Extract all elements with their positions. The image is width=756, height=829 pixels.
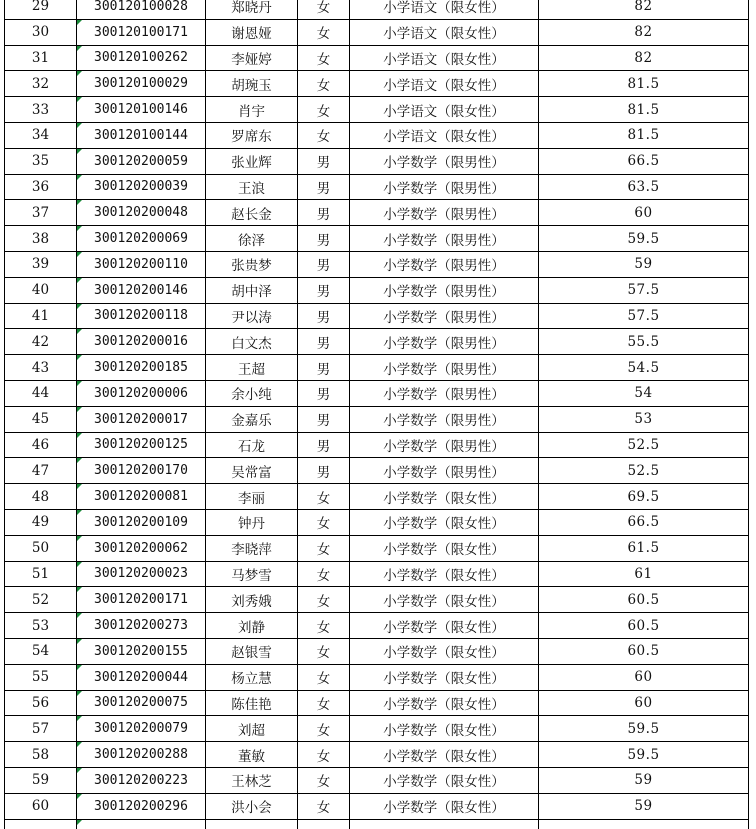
candidate-id-cell[interactable]: 300120200016 xyxy=(77,329,206,355)
score-cell[interactable]: 63.5 xyxy=(539,174,749,200)
score-cell[interactable]: 59 xyxy=(539,793,749,819)
score-cell[interactable]: 60 xyxy=(539,690,749,716)
row-number-cell[interactable]: 37 xyxy=(5,200,77,226)
row-number-cell[interactable]: 32 xyxy=(5,71,77,97)
candidate-name-cell[interactable]: 李晓萍 xyxy=(206,535,298,561)
row-number-cell[interactable]: 60 xyxy=(5,793,77,819)
table-row xyxy=(5,0,749,19)
score-cell[interactable]: 60.5 xyxy=(539,613,749,639)
score-cell[interactable]: 66.5 xyxy=(539,148,749,174)
candidate-id-cell[interactable]: 300120200059 xyxy=(77,148,206,174)
gender-cell[interactable]: 女 xyxy=(298,716,350,742)
score-cell[interactable]: 61.5 xyxy=(539,535,749,561)
gender-cell[interactable]: 女 xyxy=(298,97,350,123)
table-row xyxy=(5,97,749,123)
table-row xyxy=(5,535,749,561)
gender-cell[interactable]: 男 xyxy=(298,251,350,277)
table-row xyxy=(5,380,749,406)
score-cell[interactable]: 54 xyxy=(539,380,749,406)
candidate-name-cell[interactable]: 刘秀娥 xyxy=(206,587,298,613)
table-row xyxy=(5,277,749,303)
score-cell[interactable]: 54.5 xyxy=(539,355,749,381)
subject-cell[interactable]: 小学数学（限男性） xyxy=(350,406,539,432)
candidate-name-cell[interactable]: 谢恩娅 xyxy=(206,19,298,45)
subject-cell[interactable]: 小学数学（限女性） xyxy=(350,535,539,561)
score-cell[interactable] xyxy=(539,819,749,829)
score-cell[interactable]: 69.5 xyxy=(539,484,749,510)
candidate-id-cell[interactable]: 300120200017 xyxy=(77,406,206,432)
score-cell[interactable]: 82 xyxy=(539,19,749,45)
row-number-cell[interactable]: 53 xyxy=(5,613,77,639)
score-cell[interactable]: 53 xyxy=(539,406,749,432)
candidate-name-cell[interactable]: 张业辉 xyxy=(206,148,298,174)
subject-cell[interactable]: 小学数学（限男性） xyxy=(350,277,539,303)
candidate-name-cell[interactable]: 刘超 xyxy=(206,716,298,742)
table-row xyxy=(5,174,749,200)
table-row xyxy=(5,690,749,716)
table-row xyxy=(5,148,749,174)
row-number-cell[interactable]: 43 xyxy=(5,355,77,381)
table-row xyxy=(5,509,749,535)
row-number-cell[interactable]: 40 xyxy=(5,277,77,303)
table-row xyxy=(5,561,749,587)
subject-cell[interactable] xyxy=(350,819,539,829)
candidate-name-cell[interactable]: 石龙 xyxy=(206,432,298,458)
candidate-name-cell[interactable]: 张贵梦 xyxy=(206,251,298,277)
candidate-id-cell[interactable]: 300120100029 xyxy=(77,71,206,97)
table-row xyxy=(5,613,749,639)
row-number-cell[interactable] xyxy=(5,819,77,829)
gender-cell[interactable]: 女 xyxy=(298,690,350,716)
subject-cell[interactable]: 小学数学（限男性） xyxy=(350,251,539,277)
candidate-id-cell[interactable]: 300120200125 xyxy=(77,432,206,458)
table-row xyxy=(5,226,749,252)
row-number-cell[interactable]: 50 xyxy=(5,535,77,561)
row-number-cell[interactable]: 29 xyxy=(5,0,77,19)
subject-cell[interactable]: 小学数学（限男性） xyxy=(350,380,539,406)
candidate-id-cell[interactable]: 300120100146 xyxy=(77,97,206,123)
table-row xyxy=(5,793,749,819)
candidate-name-cell[interactable]: 赵长金 xyxy=(206,200,298,226)
candidate-name-cell[interactable]: 郑晓丹 xyxy=(206,0,298,19)
row-number-cell[interactable]: 46 xyxy=(5,432,77,458)
subject-cell[interactable]: 小学数学（限女性） xyxy=(350,509,539,535)
candidate-id-cell[interactable]: 300120100171 xyxy=(77,19,206,45)
subject-cell[interactable]: 小学数学（限女性） xyxy=(350,716,539,742)
candidate-id-cell[interactable]: 300120200006 xyxy=(77,380,206,406)
table-row xyxy=(5,587,749,613)
gender-cell[interactable]: 男 xyxy=(298,380,350,406)
candidate-id-cell[interactable]: 300120200110 xyxy=(77,251,206,277)
subject-cell[interactable]: 小学数学（限女性） xyxy=(350,561,539,587)
gender-cell[interactable]: 女 xyxy=(298,587,350,613)
candidate-name-cell[interactable]: 白文杰 xyxy=(206,329,298,355)
candidate-name-cell[interactable]: 李娅婷 xyxy=(206,45,298,71)
subject-cell[interactable]: 小学数学（限男性） xyxy=(350,148,539,174)
row-number-cell[interactable]: 52 xyxy=(5,587,77,613)
candidate-id-cell[interactable]: 300120100144 xyxy=(77,122,206,148)
table-row xyxy=(5,716,749,742)
score-cell[interactable]: 60.5 xyxy=(539,587,749,613)
row-number-cell[interactable]: 51 xyxy=(5,561,77,587)
gender-cell[interactable] xyxy=(298,819,350,829)
score-cell[interactable]: 57.5 xyxy=(539,277,749,303)
candidate-name-cell[interactable]: 杨立慧 xyxy=(206,664,298,690)
gender-cell[interactable]: 男 xyxy=(298,174,350,200)
score-cell[interactable]: 59 xyxy=(539,251,749,277)
candidate-id-cell[interactable]: 300120200048 xyxy=(77,200,206,226)
candidate-id-cell[interactable]: 300120200170 xyxy=(77,458,206,484)
gender-cell[interactable]: 女 xyxy=(298,509,350,535)
table-row xyxy=(5,122,749,148)
score-cell[interactable]: 81.5 xyxy=(539,122,749,148)
gender-cell[interactable]: 男 xyxy=(298,406,350,432)
gender-cell[interactable]: 女 xyxy=(298,561,350,587)
row-number-cell[interactable]: 39 xyxy=(5,251,77,277)
candidate-name-cell[interactable]: 王浪 xyxy=(206,174,298,200)
gender-cell[interactable]: 男 xyxy=(298,226,350,252)
candidate-name-cell[interactable]: 钟丹 xyxy=(206,509,298,535)
subject-cell[interactable]: 小学数学（限男性） xyxy=(350,355,539,381)
subject-cell[interactable]: 小学数学（限女性） xyxy=(350,690,539,716)
score-cell[interactable]: 59.5 xyxy=(539,742,749,768)
subject-cell[interactable]: 小学数学（限女性） xyxy=(350,793,539,819)
candidate-id-cell[interactable]: 300120200039 xyxy=(77,174,206,200)
candidate-id-cell[interactable]: 300120200171 xyxy=(77,587,206,613)
candidate-name-cell[interactable]: 陈佳艳 xyxy=(206,690,298,716)
row-number-cell[interactable]: 55 xyxy=(5,664,77,690)
table-row xyxy=(5,819,749,829)
candidate-name-cell[interactable]: 洪小会 xyxy=(206,793,298,819)
row-number-cell[interactable]: 56 xyxy=(5,690,77,716)
row-number-cell[interactable]: 54 xyxy=(5,638,77,664)
table-row xyxy=(5,71,749,97)
score-cell[interactable]: 60.5 xyxy=(539,638,749,664)
candidate-name-cell[interactable]: 金嘉乐 xyxy=(206,406,298,432)
candidate-id-cell[interactable]: 300120200223 xyxy=(77,767,206,793)
candidate-id-cell[interactable]: 300120200079 xyxy=(77,716,206,742)
table-row xyxy=(5,664,749,690)
score-cell[interactable]: 66.5 xyxy=(539,509,749,535)
candidate-id-cell[interactable]: 300120200109 xyxy=(77,509,206,535)
gender-cell[interactable]: 女 xyxy=(298,793,350,819)
candidate-name-cell[interactable]: 刘静 xyxy=(206,613,298,639)
candidate-name-cell[interactable]: 吴常富 xyxy=(206,458,298,484)
gender-cell[interactable]: 女 xyxy=(298,45,350,71)
score-cell[interactable]: 81.5 xyxy=(539,97,749,123)
row-number-cell[interactable]: 42 xyxy=(5,329,77,355)
gender-cell[interactable]: 女 xyxy=(298,742,350,768)
table-row xyxy=(5,45,749,71)
candidate-id-cell[interactable]: 300120100262 xyxy=(77,45,206,71)
gender-cell[interactable]: 女 xyxy=(298,484,350,510)
score-table xyxy=(4,0,749,829)
score-cell[interactable]: 59 xyxy=(539,767,749,793)
score-cell[interactable]: 52.5 xyxy=(539,458,749,484)
candidate-name-cell[interactable]: 马梦雪 xyxy=(206,561,298,587)
table-row xyxy=(5,200,749,226)
gender-cell[interactable]: 男 xyxy=(298,148,350,174)
candidate-id-cell[interactable]: 300120200118 xyxy=(77,303,206,329)
score-cell[interactable]: 55.5 xyxy=(539,329,749,355)
score-cell[interactable]: 59.5 xyxy=(539,226,749,252)
table-row xyxy=(5,432,749,458)
gender-cell[interactable]: 女 xyxy=(298,613,350,639)
table-row xyxy=(5,329,749,355)
gender-cell[interactable]: 男 xyxy=(298,458,350,484)
candidate-name-cell[interactable]: 赵银雪 xyxy=(206,638,298,664)
candidate-id-cell[interactable]: 300120200069 xyxy=(77,226,206,252)
candidate-id-cell[interactable] xyxy=(77,819,206,829)
score-cell[interactable]: 60 xyxy=(539,200,749,226)
row-number-cell[interactable]: 59 xyxy=(5,767,77,793)
subject-cell[interactable]: 小学数学（限女性） xyxy=(350,638,539,664)
gender-cell[interactable]: 男 xyxy=(298,355,350,381)
gender-cell[interactable]: 男 xyxy=(298,432,350,458)
subject-cell[interactable]: 小学数学（限男性） xyxy=(350,303,539,329)
table-row xyxy=(5,742,749,768)
candidate-name-cell[interactable]: 余小纯 xyxy=(206,380,298,406)
subject-cell[interactable]: 小学数学（限男性） xyxy=(350,200,539,226)
candidate-id-cell[interactable]: 300120200185 xyxy=(77,355,206,381)
gender-cell[interactable]: 女 xyxy=(298,767,350,793)
row-number-cell[interactable]: 48 xyxy=(5,484,77,510)
gender-cell[interactable]: 男 xyxy=(298,200,350,226)
row-number-cell[interactable]: 31 xyxy=(5,45,77,71)
candidate-name-cell[interactable]: 徐泽 xyxy=(206,226,298,252)
score-cell[interactable]: 57.5 xyxy=(539,303,749,329)
subject-cell[interactable]: 小学数学（限男性） xyxy=(350,329,539,355)
gender-cell[interactable]: 女 xyxy=(298,664,350,690)
subject-cell[interactable]: 小学数学（限男性） xyxy=(350,226,539,252)
subject-cell[interactable]: 小学数学（限女性） xyxy=(350,767,539,793)
table-body xyxy=(5,0,749,829)
score-cell[interactable]: 81.5 xyxy=(539,71,749,97)
subject-cell[interactable]: 小学数学（限男性） xyxy=(350,174,539,200)
candidate-name-cell[interactable]: 胡琬玉 xyxy=(206,71,298,97)
subject-cell[interactable]: 小学语文（限女性） xyxy=(350,122,539,148)
table-row xyxy=(5,767,749,793)
table-row xyxy=(5,303,749,329)
subject-cell[interactable]: 小学语文（限女性） xyxy=(350,45,539,71)
row-number-cell[interactable]: 36 xyxy=(5,174,77,200)
table-row xyxy=(5,19,749,45)
score-cell[interactable]: 82 xyxy=(539,45,749,71)
candidate-name-cell[interactable]: 胡中泽 xyxy=(206,277,298,303)
subject-cell[interactable]: 小学数学（限女性） xyxy=(350,664,539,690)
score-cell[interactable]: 52.5 xyxy=(539,432,749,458)
candidate-name-cell[interactable]: 董敏 xyxy=(206,742,298,768)
subject-cell[interactable]: 小学语文（限女性） xyxy=(350,71,539,97)
subject-cell[interactable]: 小学语文（限女性） xyxy=(350,19,539,45)
subject-cell[interactable]: 小学数学（限女性） xyxy=(350,484,539,510)
row-number-cell[interactable]: 49 xyxy=(5,509,77,535)
candidate-name-cell[interactable]: 罗席东 xyxy=(206,122,298,148)
row-number-cell[interactable]: 41 xyxy=(5,303,77,329)
candidate-name-cell[interactable]: 王林芝 xyxy=(206,767,298,793)
table-row xyxy=(5,458,749,484)
candidate-name-cell[interactable]: 尹以涛 xyxy=(206,303,298,329)
row-number-cell[interactable]: 38 xyxy=(5,226,77,252)
table-row xyxy=(5,484,749,510)
gender-cell[interactable]: 男 xyxy=(298,277,350,303)
candidate-id-cell[interactable]: 300120200146 xyxy=(77,277,206,303)
row-number-cell[interactable]: 33 xyxy=(5,97,77,123)
candidate-name-cell[interactable]: 肖宇 xyxy=(206,97,298,123)
subject-cell[interactable]: 小学数学（限男性） xyxy=(350,432,539,458)
candidate-id-cell[interactable]: 300120200062 xyxy=(77,535,206,561)
candidate-id-cell[interactable]: 300120200044 xyxy=(77,664,206,690)
row-number-cell[interactable]: 30 xyxy=(5,19,77,45)
candidate-id-cell[interactable]: 300120200081 xyxy=(77,484,206,510)
table-row xyxy=(5,406,749,432)
row-number-cell[interactable]: 45 xyxy=(5,406,77,432)
score-cell[interactable]: 61 xyxy=(539,561,749,587)
score-cell[interactable]: 82 xyxy=(539,0,749,19)
score-cell[interactable]: 60 xyxy=(539,664,749,690)
row-number-cell[interactable]: 35 xyxy=(5,148,77,174)
candidate-name-cell[interactable] xyxy=(206,819,298,829)
table-row xyxy=(5,638,749,664)
row-number-cell[interactable]: 58 xyxy=(5,742,77,768)
candidate-id-cell[interactable]: 300120200155 xyxy=(77,638,206,664)
subject-cell[interactable]: 小学数学（限男性） xyxy=(350,458,539,484)
candidate-id-cell[interactable]: 300120200296 xyxy=(77,793,206,819)
candidate-id-cell[interactable]: 300120100028 xyxy=(77,0,206,19)
candidate-id-cell[interactable]: 300120200288 xyxy=(77,742,206,768)
gender-cell[interactable]: 女 xyxy=(298,0,350,19)
candidate-name-cell[interactable]: 王超 xyxy=(206,355,298,381)
candidate-id-cell[interactable]: 300120200273 xyxy=(77,613,206,639)
row-number-cell[interactable]: 44 xyxy=(5,380,77,406)
score-cell[interactable]: 59.5 xyxy=(539,716,749,742)
candidate-name-cell[interactable]: 李丽 xyxy=(206,484,298,510)
subject-cell[interactable]: 小学语文（限女性） xyxy=(350,0,539,19)
row-number-cell[interactable]: 34 xyxy=(5,122,77,148)
table-row xyxy=(5,251,749,277)
subject-cell[interactable]: 小学数学（限女性） xyxy=(350,613,539,639)
gender-cell[interactable]: 女 xyxy=(298,122,350,148)
table-row xyxy=(5,355,749,381)
gender-cell[interactable]: 女 xyxy=(298,638,350,664)
subject-cell[interactable]: 小学语文（限女性） xyxy=(350,97,539,123)
gender-cell[interactable]: 女 xyxy=(298,19,350,45)
row-number-cell[interactable]: 57 xyxy=(5,716,77,742)
candidate-id-cell[interactable]: 300120200075 xyxy=(77,690,206,716)
row-number-cell[interactable]: 47 xyxy=(5,458,77,484)
subject-cell[interactable]: 小学数学（限女性） xyxy=(350,742,539,768)
gender-cell[interactable]: 女 xyxy=(298,71,350,97)
gender-cell[interactable]: 男 xyxy=(298,329,350,355)
gender-cell[interactable]: 女 xyxy=(298,535,350,561)
gender-cell[interactable]: 男 xyxy=(298,303,350,329)
candidate-id-cell[interactable]: 300120200023 xyxy=(77,561,206,587)
subject-cell[interactable]: 小学数学（限女性） xyxy=(350,587,539,613)
